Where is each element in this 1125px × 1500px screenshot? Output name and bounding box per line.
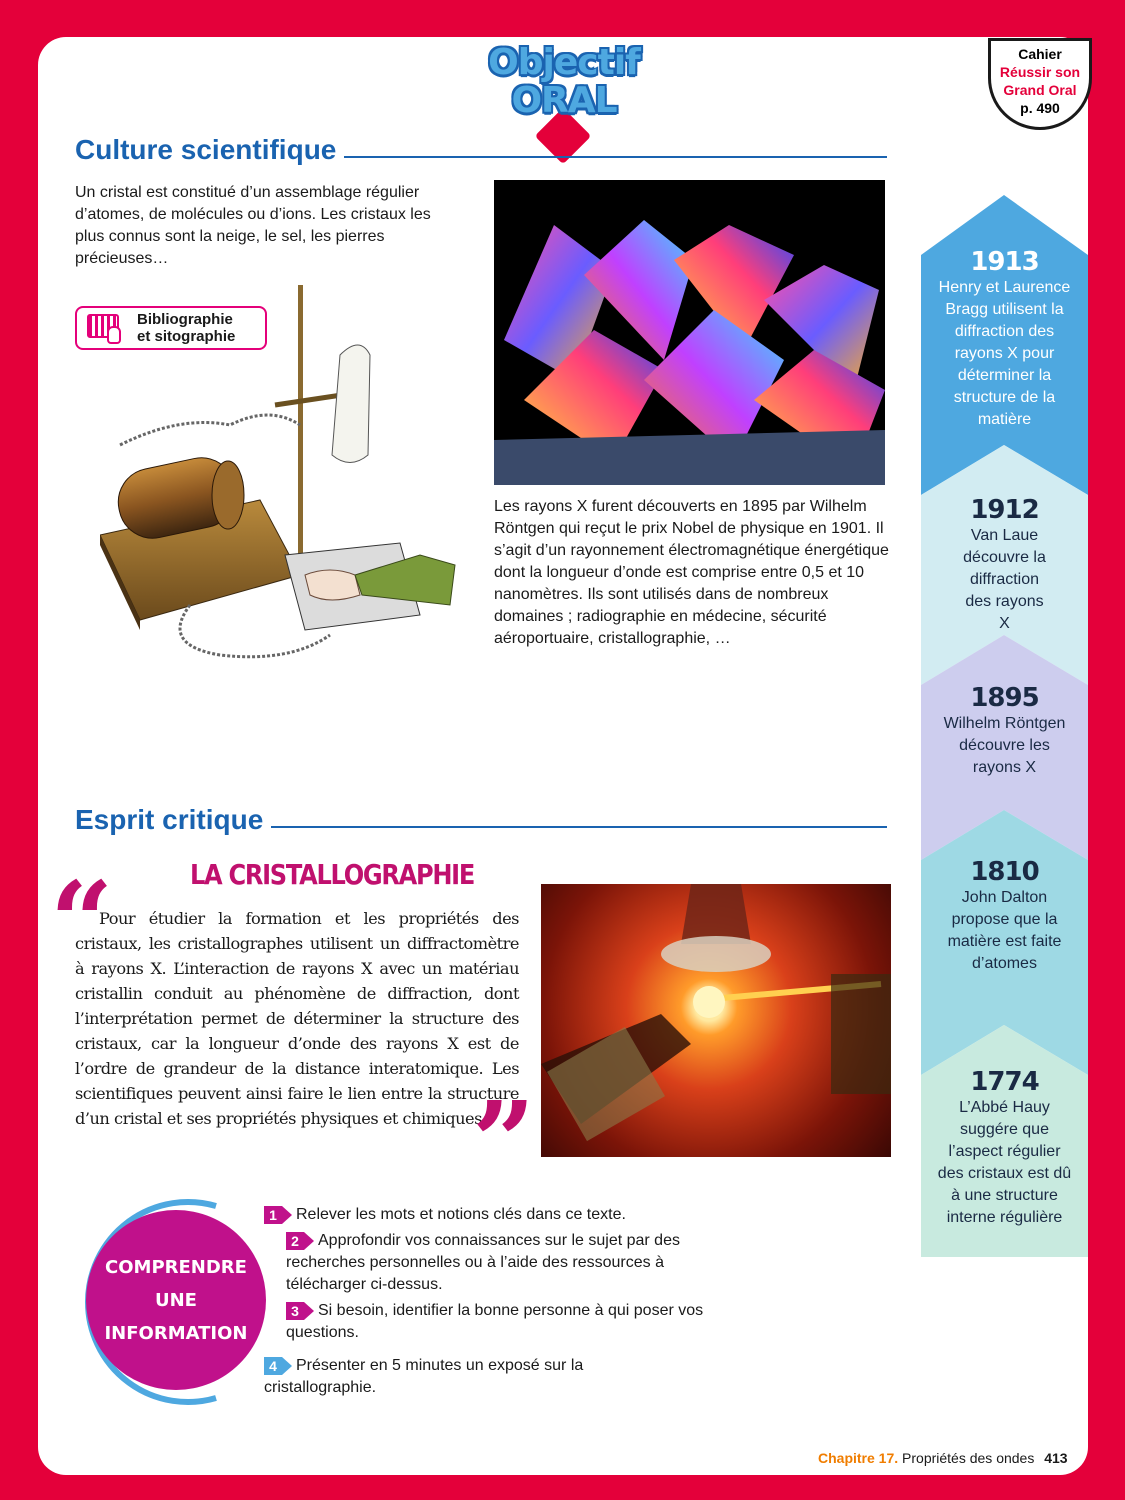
heading-rule: [344, 156, 887, 158]
step-text: Relever les mots et notions clés dans ce texte.: [296, 1206, 626, 1223]
timeline-year: 1913: [970, 247, 1039, 277]
step-number-badge: 2: [286, 1232, 314, 1250]
cahier-label: Cahier: [1018, 46, 1062, 62]
culture-title: Culture scientifique: [75, 134, 337, 165]
timeline-entry-1913: [921, 247, 1088, 431]
page-number: 413: [1044, 1450, 1068, 1466]
timeline-text: Wilhelm Röntgen découvre les rayons X: [943, 715, 1066, 776]
timeline-text: L’Abbé Hauy suggére que l’aspect régulier des cristaux est dû à une structure interne régulière: [937, 1099, 1072, 1226]
list-item: [264, 1204, 704, 1226]
comprendre-line1: COMPRENDRE: [105, 1256, 247, 1278]
culture-intro: Un cristal est constitué d’un assemblage régulier d’atomes, de molécules ou d’ions. Les cristaux les plus connus sont la neige, le sel, les pierres précieuses…: [75, 184, 431, 267]
xray-description: Les rayons X furent découverts en 1895 par Wilhelm Röntgen qui reçut le prix Nobel de physique en 1901. Il s’agit d’un rayonnement électromagnétique énergétique dont la longueur d’onde est comprise entre 0,5 et 10 nanomètres. Ils sont utilisés dans de nombreux domaines ; radiographie en médecine, sécurité aéroportuaire, cristallographie, …: [494, 498, 889, 647]
xray-apparatus-illustration: [100, 275, 460, 663]
timeline-text: Van Laue découvre la diffraction des rayons X: [963, 527, 1046, 632]
logo-line1: Objectif: [488, 42, 640, 83]
step-text: Présenter en 5 minutes un exposé sur la cristallographie.: [264, 1357, 584, 1396]
timeline-year: 1810: [970, 857, 1039, 887]
list-item: [286, 1300, 716, 1344]
page-footer: [818, 1450, 1068, 1466]
heading-rule: [271, 826, 887, 828]
diffractometer-photo: [541, 884, 891, 1157]
timeline-entry-1912: [921, 495, 1088, 635]
cahier-line3: Grand Oral: [1003, 82, 1077, 98]
objectif-oral-logo: [488, 44, 640, 144]
timeline-entry-1774: [921, 1067, 1088, 1229]
quote-body: Pour étudier la formation et les propriétés des cristaux, les cristallographes utilisent un diffractomètre à rayons X. L’interaction de rayons X avec un matériau cristallin conduit au phénomène de diffraction, dont l’interprétation permet de déterminer la structure des cristaux, car la longueur d’onde des rayons X est de l’ordre de grandeur de la distance interatomique. Les scientifiques peuvent ainsi faire le lien entre la structure d’un cristal et ses propriétés physiques et chimiques.: [75, 909, 519, 1128]
step-text: Approfondir vos connaissances sur le sujet par des recherches personnelles ou à l’aide des ressources à télécharger ci-dessus.: [286, 1232, 680, 1293]
comprendre-line2: UNE: [155, 1289, 197, 1311]
cahier-line2: Réussir son: [999, 64, 1081, 80]
cahier-badge[interactable]: [988, 38, 1092, 130]
timeline-text: John Dalton propose que la matière est faite d’atomes: [947, 889, 1062, 972]
step-number-badge: 4: [264, 1357, 292, 1375]
crystal-photo: [494, 180, 885, 485]
timeline-entry-1810: [921, 857, 1088, 975]
cahier-page: p. 490: [1020, 100, 1060, 116]
footer-chapter: Chapitre 17.: [818, 1450, 899, 1466]
quote-title: LA CRISTALLOGRAPHIE: [190, 858, 475, 891]
footer-title: Propriétés des ondes: [902, 1450, 1035, 1466]
timeline-entry-1895: [921, 683, 1088, 779]
step-text: Si besoin, identifier la bonne personne à qui poser vos questions.: [286, 1302, 704, 1341]
step-number-badge: 1: [264, 1206, 292, 1224]
open-quote-mark: “: [50, 857, 114, 986]
list-item: [264, 1355, 664, 1399]
comprendre-line3: INFORMATION: [104, 1322, 248, 1344]
timeline-year: 1895: [970, 683, 1039, 713]
timeline-text: Henry et Laurence Bragg utilisent la diffraction des rayons X pour déterminer la structure de la matière: [938, 279, 1071, 428]
timeline-year: 1774: [970, 1067, 1039, 1097]
quote-text: [75, 906, 519, 1131]
biblio-line2: et sitographie: [137, 328, 236, 345]
comprendre-badge: [86, 1210, 266, 1390]
culture-heading: [75, 134, 887, 166]
logo-line2: ORAL: [511, 80, 617, 121]
biblio-line1: Bibliographie: [137, 311, 233, 328]
timeline-year: 1912: [970, 495, 1039, 525]
close-quote-mark: ”: [472, 1077, 536, 1206]
timeline: [921, 195, 1088, 1257]
critique-title: Esprit critique: [75, 804, 264, 835]
critique-heading: [75, 804, 887, 836]
list-item: [286, 1230, 726, 1296]
step-number-badge: 3: [286, 1302, 314, 1320]
